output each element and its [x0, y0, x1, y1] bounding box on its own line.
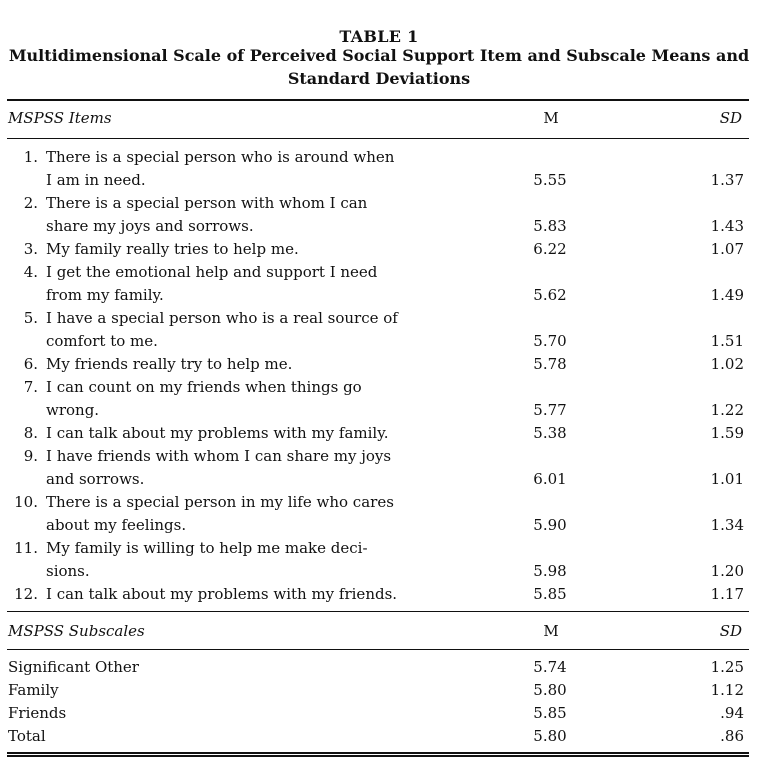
table-row [8, 261, 508, 307]
table-label: TABLE 1 [339, 27, 419, 46]
item-number: 11. [14, 539, 38, 557]
subscale-name: Total [8, 727, 46, 745]
subscale-name: Significant Other [8, 658, 139, 676]
subscales-top-rule [7, 611, 749, 612]
item-mean: 5.83 [533, 217, 567, 235]
table-row [8, 238, 508, 261]
item-text-line2: share my joys and sorrows. [46, 217, 254, 235]
item-number: 1. [23, 148, 38, 166]
items-header-rule [7, 138, 749, 139]
item-number: 7. [23, 378, 38, 396]
item-text [46, 192, 406, 238]
item-text [46, 307, 406, 353]
subscale-mean: 5.85 [533, 704, 567, 722]
item-text [46, 146, 406, 192]
item-text [46, 445, 406, 491]
subscale-name: Friends [8, 704, 67, 722]
item-text-line1: I have a special person who is a real source of [46, 309, 398, 327]
item-mean: 5.77 [533, 401, 567, 419]
item-text-line1: My family is willing to help me make deci- [46, 539, 368, 557]
subscale-sd: 1.12 [710, 681, 744, 699]
item-text-line1: I have friends with whom I can share my joys [46, 447, 392, 465]
item-sd: 1.49 [710, 286, 744, 304]
top-rule [7, 99, 749, 101]
item-number: 12. [14, 585, 38, 603]
item-number: 6. [23, 355, 38, 373]
item-text [46, 238, 406, 261]
item-mean: 5.78 [533, 355, 567, 373]
item-text [46, 376, 406, 422]
subscales-header-rule [7, 649, 749, 650]
item-text-line1: My family really tries to help me. [46, 240, 299, 258]
item-mean: 5.98 [533, 562, 567, 580]
item-number: 4. [23, 263, 38, 281]
subscale-mean: 5.80 [533, 681, 567, 699]
item-mean: 6.01 [533, 470, 567, 488]
subscale-sd: .86 [720, 727, 744, 745]
item-sd: 1.01 [710, 470, 744, 488]
item-mean: 5.85 [533, 585, 567, 603]
item-text-line1: I can talk about my problems with my friends. [46, 585, 398, 603]
items-header-sd: SD [719, 109, 742, 127]
item-number: 8. [23, 424, 38, 442]
subscales-header-m: M [543, 622, 559, 640]
item-sd: 1.37 [710, 171, 744, 189]
table-row [8, 146, 508, 192]
item-text [46, 422, 406, 445]
table-row [8, 307, 508, 353]
table-title-line2: Standard Deviations [287, 69, 471, 88]
table-row [8, 537, 508, 583]
item-text-line1: My friends really try to help me. [46, 355, 293, 373]
item-text-line2: about my feelings. [46, 516, 187, 534]
item-text [46, 537, 406, 583]
item-sd: 1.59 [710, 424, 744, 442]
item-sd: 1.20 [710, 562, 744, 580]
table-row [8, 192, 508, 238]
item-text-line2: I am in need. [46, 171, 146, 189]
item-number: 3. [23, 240, 38, 258]
item-number: 10. [14, 493, 38, 511]
subscales-header-label: MSPSS Subscales [8, 622, 145, 640]
item-mean: 5.70 [533, 332, 567, 350]
item-text-line1: There is a special person with whom I can [46, 194, 368, 212]
item-sd: 1.07 [710, 240, 744, 258]
item-text [46, 261, 406, 307]
item-text-line1: I can count on my friends when things go [46, 378, 362, 396]
subscale-name: Family [8, 681, 59, 699]
subscale-sd: 1.25 [710, 658, 744, 676]
table-row [8, 445, 508, 491]
item-text [46, 491, 406, 537]
subscales-header-sd: SD [719, 622, 742, 640]
item-text-line2: comfort to me. [46, 332, 158, 350]
item-number: 9. [23, 447, 38, 465]
item-text-line1: I get the emotional help and support I need [46, 263, 378, 281]
item-sd: 1.17 [710, 585, 744, 603]
item-text-line2: wrong. [46, 401, 100, 419]
item-sd: 1.43 [710, 217, 744, 235]
items-header-m: M [543, 109, 559, 127]
item-sd: 1.02 [710, 355, 744, 373]
item-mean: 5.90 [533, 516, 567, 534]
subscale-mean: 5.80 [533, 727, 567, 745]
table-row [8, 422, 508, 445]
item-text-line1: There is a special person who is around when [46, 148, 395, 166]
table-row [8, 491, 508, 537]
item-sd: 1.34 [710, 516, 744, 534]
item-number: 2. [23, 194, 38, 212]
item-mean: 5.55 [533, 171, 567, 189]
item-text-line1: I can talk about my problems with my family. [46, 424, 389, 442]
item-text-line1: There is a special person in my life who cares [46, 493, 394, 511]
subscale-mean: 5.74 [533, 658, 567, 676]
table-row [8, 353, 508, 376]
item-text-line2: and sorrows. [46, 470, 145, 488]
item-text-line2: from my family. [46, 286, 164, 304]
item-mean: 5.38 [533, 424, 567, 442]
items-header-label: MSPSS Items [8, 109, 112, 127]
subscale-sd: .94 [720, 704, 744, 722]
table-title [6, 44, 752, 90]
item-sd: 1.22 [710, 401, 744, 419]
item-mean: 6.22 [533, 240, 567, 258]
item-mean: 5.62 [533, 286, 567, 304]
item-text [46, 583, 406, 606]
item-text-line2: sions. [46, 562, 90, 580]
bottom-rule-1 [7, 752, 749, 754]
item-text [46, 353, 406, 376]
table-row [8, 583, 508, 606]
item-sd: 1.51 [710, 332, 744, 350]
bottom-rule-2 [7, 755, 749, 757]
item-number: 5. [23, 309, 38, 327]
table-title-line1: Multidimensional Scale of Perceived Social Support Item and Subscale Means and [8, 46, 750, 65]
table-row [8, 376, 508, 422]
